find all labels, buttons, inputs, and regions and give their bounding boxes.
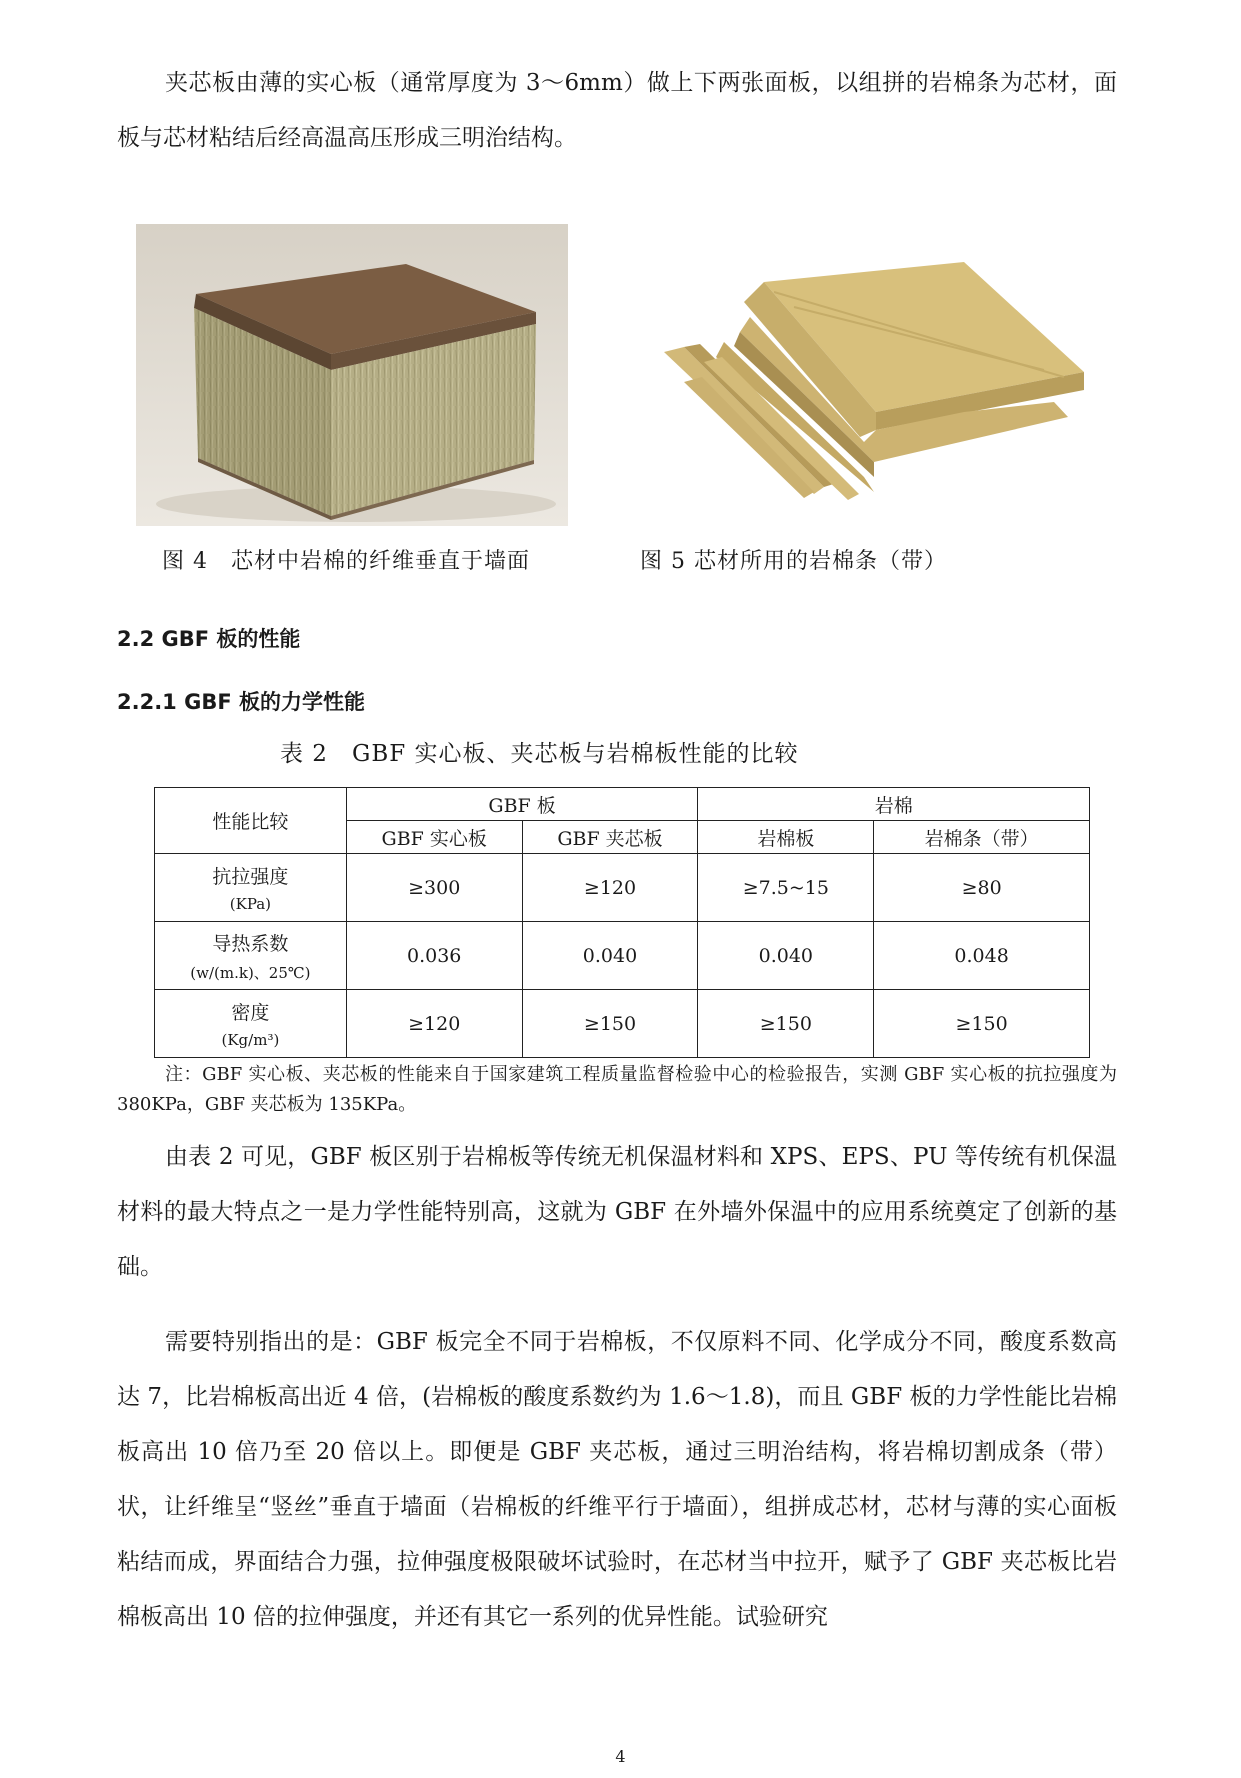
table-cell: 0.036: [346, 922, 522, 990]
table-2-caption: 表 2 GBF 实心板、夹芯板与岩棉板性能的比较: [280, 741, 799, 767]
table-col-header: 岩棉板: [698, 821, 874, 854]
table-cell: ≥80: [874, 854, 1090, 922]
table-group-header-gbf: GBF 板: [346, 788, 698, 821]
table-col-header: GBF 实心板: [346, 821, 522, 854]
row-label: 密度 (Kg/m³): [155, 990, 347, 1058]
row-unit: (Kg/m³): [221, 1031, 280, 1049]
table-cell: ≥150: [698, 990, 874, 1058]
table-cell: ≥150: [522, 990, 698, 1058]
table-cell: ≥120: [346, 990, 522, 1058]
intro-paragraph: 夹芯板由薄的实心板（通常厚度为 3～6mm）做上下两张面板，以组拼的岩棉条为芯材，面板与芯材粘结后经高温高压形成三明治结构。: [117, 70, 1117, 151]
row-label: 抗拉强度 (KPa): [155, 854, 347, 922]
figure-4-caption: 图 4 芯材中岩棉的纤维垂直于墙面: [162, 549, 530, 574]
table-cell: ≥120: [522, 854, 698, 922]
table-cell: 0.040: [522, 922, 698, 990]
table-cell: 0.048: [874, 922, 1090, 990]
section-heading-2-2: 2.2 GBF 板的性能: [117, 627, 301, 651]
table-cell: 0.040: [698, 922, 874, 990]
table-cell: ≥150: [874, 990, 1090, 1058]
page-number: 4: [615, 1747, 626, 1766]
table-row: [155, 922, 1090, 990]
table-note: 注：GBF 实心板、夹芯板的性能来自于国家建筑工程质量监督检验中心的检验报告，实测 GBF 实心板的抗拉强度为 380KPa，GBF 夹芯板为 135KPa。: [117, 1064, 1117, 1115]
row-unit: (w/(m.k)、25℃): [190, 963, 311, 982]
figure-4-sandwich-panel-photo: [136, 224, 568, 526]
table-col-header: GBF 夹芯板: [522, 821, 698, 854]
figure-5-caption: 图 5 芯材所用的岩棉条（带）: [640, 549, 947, 574]
table-col-header: 岩棉条（带）: [874, 821, 1090, 854]
section-heading-2-2-1: 2.2.1 GBF 板的力学性能: [117, 690, 366, 714]
body-paragraph-2: 由表 2 可见，GBF 板区别于岩棉板等传统无机保温材料和 XPS、EPS、PU 等传统有机保温材料的最大特点之一是力学性能特别高，这就为 GBF 在外墙外保温中的应用系统奠定了创新的基础。: [117, 1144, 1117, 1280]
performance-comparison-table: [154, 787, 1090, 1058]
table-cell: ≥7.5~15: [698, 854, 874, 922]
body-paragraph-3: 需要特别指出的是：GBF 板完全不同于岩棉板，不仅原料不同、化学成分不同，酸度系数高达 7，比岩棉板高出近 4 倍，(岩棉板的酸度系数约为 1.6～1.8)，而且 GBF 板的力学性能比岩棉板高出 10 倍乃至 20 倍以上。即便是 GBF 夹芯板，通过三明治结构，将岩棉切割成条（带）状，让纤维呈“竖丝”垂直于墙面（岩棉板的纤维平行于墙面），组拼成芯材，芯材与薄的实心面板粘结而成，界面结合力强，拉伸强度极限破坏试验时，在芯材当中拉开，赋予了 GBF 夹芯板比岩棉板高出 10 倍的拉伸强度，并还有其它一系列的优异性能。试验研究: [117, 1329, 1117, 1630]
table-corner-header: 性能比较: [155, 788, 347, 854]
row-unit: (KPa): [229, 895, 272, 913]
table-cell: ≥300: [346, 854, 522, 922]
table-row: [155, 990, 1090, 1058]
row-label: 导热系数 (w/(m.k)、25℃): [155, 922, 347, 990]
figure-5-rock-wool-strips-photo: [664, 262, 1084, 502]
table-row: [155, 854, 1090, 922]
table-group-header-rockwool: 岩棉: [698, 788, 1090, 821]
